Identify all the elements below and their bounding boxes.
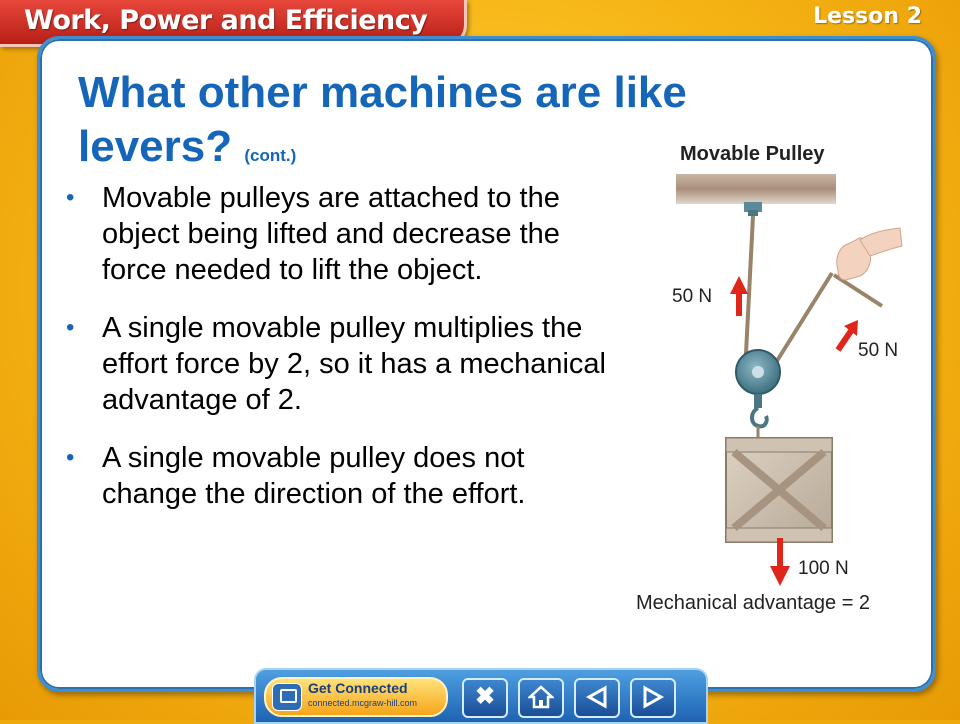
- right-rope: [770, 273, 832, 372]
- get-connected-label: Get Connected: [308, 680, 408, 696]
- close-icon: ✖: [474, 683, 496, 710]
- bullet-dot-icon: •: [66, 184, 75, 211]
- load-force-arrow: [770, 538, 790, 586]
- banner-title: Work, Power and Efficiency: [24, 5, 428, 36]
- heading-suffix: (cont.): [244, 146, 297, 165]
- computer-icon: [272, 683, 302, 711]
- home-button[interactable]: [518, 678, 564, 718]
- movable-pulley-figure: [620, 140, 910, 630]
- bullet-text: A single movable pulley multiplies the effort force by 2, so it has a mechanical advantage of 2.: [102, 312, 607, 416]
- next-button[interactable]: [630, 678, 676, 718]
- load-force-label: 100 N: [798, 558, 849, 579]
- home-icon: [528, 685, 554, 709]
- bullet-item: [66, 180, 606, 288]
- bullet-text: Movable pulleys are attached to the object being lifted and decrease the force needed to lift the object.: [102, 182, 560, 286]
- heading-text: What other machines are like levers?: [78, 68, 687, 171]
- bullet-dot-icon: •: [66, 314, 75, 341]
- get-connected-button[interactable]: [264, 677, 448, 717]
- lesson-label: Lesson 2: [813, 4, 922, 29]
- left-force-label: 50 N: [672, 286, 713, 307]
- navigation-bar: [254, 668, 708, 724]
- pulley-illustration: [620, 140, 910, 630]
- get-connected-url: connected.mcgraw-hill.com: [308, 698, 418, 708]
- figure-caption: Mechanical advantage = 2: [636, 592, 871, 614]
- close-button[interactable]: [462, 678, 508, 718]
- bullet-item: [66, 310, 606, 418]
- bullet-dot-icon: •: [66, 444, 75, 471]
- previous-button[interactable]: [574, 678, 620, 718]
- bullet-item: [66, 440, 606, 512]
- right-force-arrow: [838, 320, 858, 350]
- left-force-arrow: [730, 276, 748, 316]
- slide-heading: [78, 66, 698, 183]
- bullet-list: [66, 180, 606, 534]
- pulley-hook: [752, 408, 767, 426]
- figure-title: Movable Pulley: [680, 143, 825, 165]
- bullet-text: A single movable pulley does not change the direction of the effort.: [102, 442, 526, 510]
- previous-arrow-icon: [585, 685, 609, 709]
- ceiling-beam: [676, 174, 836, 204]
- left-rope: [745, 216, 753, 373]
- next-arrow-icon: [641, 685, 665, 709]
- right-force-label: 50 N: [858, 340, 899, 361]
